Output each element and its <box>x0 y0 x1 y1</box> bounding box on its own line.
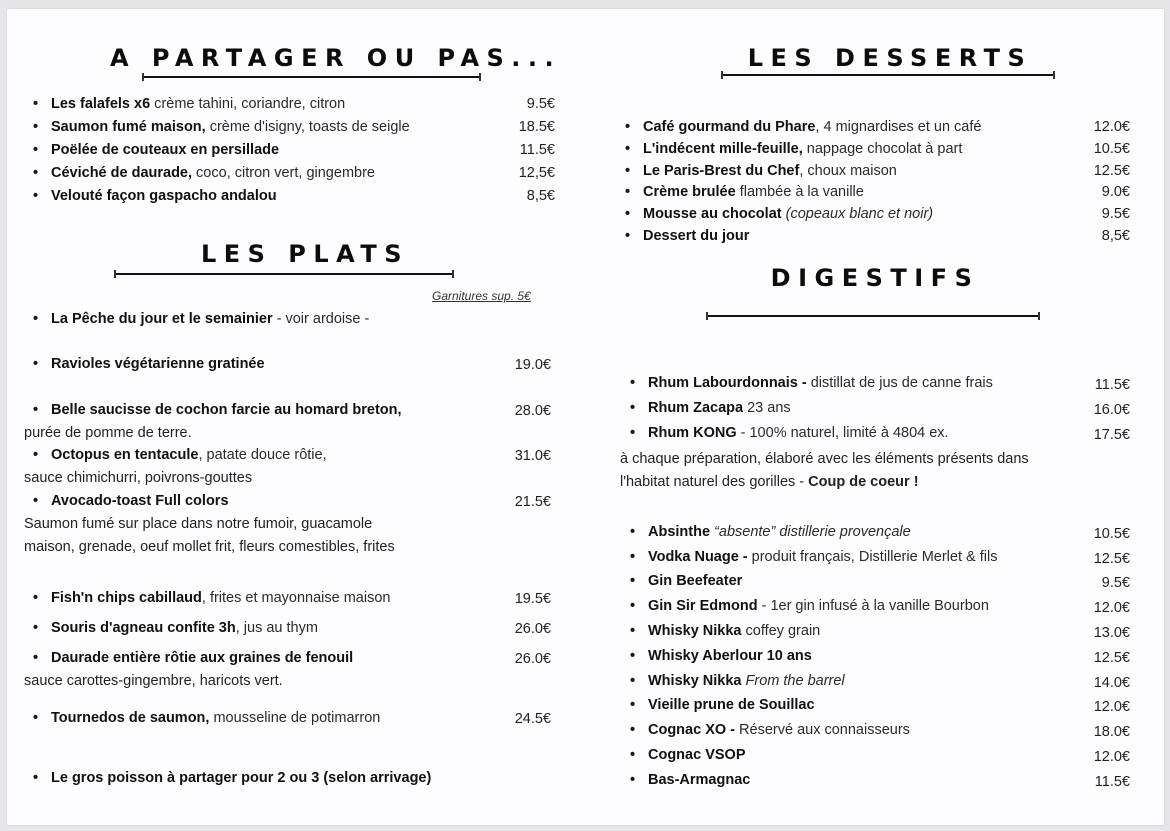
bullet-icon: • <box>33 770 39 786</box>
item-price: 13.0€ <box>1093 625 1130 641</box>
menu-item <box>33 619 318 637</box>
item-name: Whisky Nikka <box>648 623 742 639</box>
bullet-icon: • <box>625 141 631 157</box>
bullet-icon: • <box>630 648 636 664</box>
item-description: crème tahini, coriandre, citron <box>150 96 346 112</box>
item-name: Ravioles végétarienne gratinée <box>51 356 265 372</box>
bullet-icon: • <box>630 573 636 589</box>
item-name: Cognac XO - <box>648 722 736 738</box>
item-description: coffey grain <box>741 623 821 639</box>
item-name: Avocado-toast Full colors <box>51 493 229 509</box>
bullet-icon: • <box>33 402 39 418</box>
item-price: 12.5€ <box>1093 551 1130 567</box>
menu-item <box>33 769 431 787</box>
item-price: 12,5€ <box>518 165 555 181</box>
item-name: Dessert du jour <box>643 228 750 244</box>
menu-item <box>33 164 375 182</box>
item-description-continued: Saumon fumé sur place dans notre fumoir, guacamole <box>24 516 373 532</box>
bullet-icon: • <box>630 747 636 763</box>
item-name: Whisky Aberlour 10 ans <box>648 648 812 664</box>
menu-item <box>630 399 791 417</box>
item-name: Cognac VSOP <box>648 747 746 763</box>
item-name: Gin Beefeater <box>648 573 743 589</box>
bullet-icon: • <box>630 772 636 788</box>
item-name: Bas-Armagnac <box>648 772 751 788</box>
bullet-icon: • <box>630 722 636 738</box>
item-name: Saumon fumé maison, <box>51 119 206 135</box>
bullet-icon: • <box>630 549 636 565</box>
item-price: 12.5€ <box>1093 163 1130 179</box>
item-description: Réservé aux connaisseurs <box>735 722 910 738</box>
item-description: distillat de jus de canne frais <box>806 375 993 391</box>
item-price: 26.0€ <box>514 651 551 667</box>
heading-rule <box>114 273 454 275</box>
item-name: Vodka Nuage - <box>648 549 748 565</box>
item-price: 10.5€ <box>1093 526 1130 542</box>
item-name: Rhum Labourdonnais - <box>648 375 807 391</box>
item-name: Poëlée de couteaux en persillade <box>51 142 280 158</box>
bullet-icon: • <box>33 188 39 204</box>
menu-item <box>33 446 327 464</box>
item-name: Vieille prune de Souillac <box>648 697 815 713</box>
item-name: Whisky Nikka <box>648 673 742 689</box>
item-price: 16.0€ <box>1093 402 1130 418</box>
item-price: 11.5€ <box>1094 377 1130 393</box>
bullet-icon: • <box>625 163 631 179</box>
item-price: 18.5€ <box>518 119 555 135</box>
menu-item <box>630 523 911 541</box>
item-price: 21.5€ <box>514 494 551 510</box>
item-description: , jus au thym <box>235 620 318 636</box>
menu-item <box>33 492 229 510</box>
item-name: Fish'n chips cabillaud <box>51 590 202 606</box>
item-description: , 4 mignardises et un café <box>815 119 982 135</box>
menu-item <box>33 187 277 205</box>
item-name: Velouté façon gaspacho andalou <box>51 188 277 204</box>
item-description: mousseline de potimarron <box>209 710 381 726</box>
item-name: Le gros poisson à partager pour 2 ou 3 (selon arrivage) <box>51 770 432 786</box>
bullet-icon: • <box>33 493 39 509</box>
bullet-icon: • <box>625 119 631 135</box>
menu-item <box>630 721 910 739</box>
menu-item <box>33 141 279 159</box>
bullet-icon: • <box>625 228 631 244</box>
item-description: , choux maison <box>799 163 897 179</box>
menu-item <box>33 310 369 328</box>
section-title-digestifs: DIGESTIFS <box>770 264 980 292</box>
bullet-icon: • <box>33 447 39 463</box>
section-title-partager: A PARTAGER OU PAS... <box>110 44 562 72</box>
menu-item <box>33 95 345 113</box>
section-title-plats: LES PLATS <box>200 240 410 268</box>
item-description: nappage chocolat à part <box>802 141 963 157</box>
bullet-icon: • <box>33 710 39 726</box>
bullet-icon: • <box>33 620 39 636</box>
item-name: Le Paris-Brest du Chef <box>643 163 800 179</box>
item-price: 17.5€ <box>1093 427 1130 443</box>
item-price: 9.5€ <box>1101 206 1130 222</box>
menu-item <box>625 118 981 136</box>
item-price: 31.0€ <box>514 448 551 464</box>
menu-item <box>625 205 933 223</box>
item-name: L'indécent mille-feuille, <box>643 141 803 157</box>
bullet-icon: • <box>33 142 39 158</box>
item-description: - 100% naturel, limité à 4804 ex. <box>736 425 949 441</box>
bullet-icon: • <box>630 623 636 639</box>
item-price: 19.0€ <box>514 357 551 373</box>
bullet-icon: • <box>630 673 636 689</box>
menu-item <box>630 696 815 714</box>
bullet-icon: • <box>33 119 39 135</box>
item-description: crème d'isigny, toasts de seigle <box>205 119 410 135</box>
menu-item <box>33 118 410 136</box>
item-name: Mousse au chocolat <box>643 206 782 222</box>
item-description: coco, citron vert, gingembre <box>192 165 375 181</box>
item-description: flambée à la vanille <box>735 184 864 200</box>
item-price: 9.5€ <box>1101 575 1130 591</box>
menu-item <box>630 647 812 665</box>
menu-item <box>630 622 820 640</box>
menu-item <box>630 597 989 615</box>
menu-item <box>630 771 750 789</box>
item-price: 26.0€ <box>514 621 551 637</box>
item-name: Crème brulée <box>643 184 736 200</box>
item-description: “absente” distillerie provençale <box>710 524 911 540</box>
item-description: , patate douce rôtie, <box>198 447 327 463</box>
item-name: Café gourmand du Phare <box>643 119 816 135</box>
item-name: Rhum Zacapa <box>648 400 744 416</box>
item-description-continued: sauce carottes-gingembre, haricots vert. <box>24 673 283 689</box>
section-title-desserts: LES DESSERTS <box>747 44 1033 72</box>
item-price: 8,5€ <box>526 188 555 204</box>
heading-rule <box>142 76 481 78</box>
item-price: 9.5€ <box>526 96 555 112</box>
menu-item <box>630 572 742 590</box>
item-price: 28.0€ <box>514 403 551 419</box>
item-name: Tournedos de saumon, <box>51 710 210 726</box>
item-price: 11.5€ <box>1094 774 1130 790</box>
menu-item <box>625 162 897 180</box>
menu-item <box>630 672 845 690</box>
item-description: produit français, Distillerie Merlet & fils <box>747 549 998 565</box>
menu-item <box>33 709 380 727</box>
bullet-icon: • <box>630 425 636 441</box>
item-price: 18.0€ <box>1093 724 1130 740</box>
item-description-continued: purée de pomme de terre. <box>24 425 192 441</box>
bullet-icon: • <box>630 598 636 614</box>
bullet-icon: • <box>33 96 39 112</box>
menu-item <box>630 746 746 764</box>
item-name: Les falafels x6 <box>51 96 151 112</box>
item-name: Céviché de daurade, <box>51 165 193 181</box>
menu-item <box>630 424 949 442</box>
item-name: La Pêche du jour et le semainier <box>51 311 273 327</box>
item-name: Belle saucisse de cochon farcie au homard breton, <box>51 402 402 418</box>
item-name: Souris d'agneau confite 3h <box>51 620 236 636</box>
bullet-icon: • <box>625 206 631 222</box>
bullet-icon: • <box>33 590 39 606</box>
item-description: , frites et mayonnaise maison <box>201 590 391 606</box>
bullet-icon: • <box>625 184 631 200</box>
item-price: 12.0€ <box>1093 749 1130 765</box>
bullet-icon: • <box>630 400 636 416</box>
coup-de-coeur: Coup de coeur ! <box>808 474 919 490</box>
item-description-continued: sauce chimichurri, poivrons-gouttes <box>24 470 253 486</box>
menu-item <box>33 355 265 373</box>
item-description: (copeaux blanc et noir) <box>781 206 934 222</box>
bullet-icon: • <box>33 650 39 666</box>
menu-item <box>625 183 864 201</box>
item-name: Daurade entière rôtie aux graines de fenouil <box>51 650 354 666</box>
menu-item <box>33 401 402 419</box>
item-description: - voir ardoise - <box>272 311 370 327</box>
menu-item <box>630 548 997 566</box>
item-description: From the barrel <box>741 673 845 689</box>
item-description: 23 ans <box>743 400 791 416</box>
bullet-icon: • <box>630 375 636 391</box>
item-price: 11.5€ <box>519 142 555 158</box>
menu-item <box>33 589 390 607</box>
menu-item <box>625 227 749 245</box>
bullet-icon: • <box>630 697 636 713</box>
item-price: 12.0€ <box>1093 699 1130 715</box>
bullet-icon: • <box>33 356 39 372</box>
bullet-icon: • <box>630 524 636 540</box>
item-price: 12.0€ <box>1093 600 1130 616</box>
item-name: Octopus en tentacule <box>51 447 199 463</box>
item-description: - 1er gin infusé à la vanille Bourbon <box>757 598 989 614</box>
item-price: 10.5€ <box>1093 141 1130 157</box>
item-name: Rhum KONG <box>648 425 737 441</box>
item-price: 9.0€ <box>1101 184 1130 200</box>
garnitures-note: Garnitures sup. 5€ <box>432 289 531 303</box>
menu-item <box>625 140 962 158</box>
item-price: 12.5€ <box>1093 650 1130 666</box>
item-price: 8,5€ <box>1101 228 1130 244</box>
item-price: 24.5€ <box>514 711 551 727</box>
menu-item <box>33 649 353 667</box>
item-name: Absinthe <box>648 524 711 540</box>
bullet-icon: • <box>33 165 39 181</box>
item-price: 19.5€ <box>514 591 551 607</box>
heading-rule <box>706 315 1040 317</box>
menu-item <box>630 374 993 392</box>
item-price: 14.0€ <box>1093 675 1130 691</box>
item-name: Gin Sir Edmond <box>648 598 758 614</box>
item-description-continued: maison, grenade, oeuf mollet frit, fleurs comestibles, frites <box>24 539 395 555</box>
kong-description-line-2: l'habitat naturel des gorilles - Coup de coeur ! <box>620 474 919 490</box>
bullet-icon: • <box>33 311 39 327</box>
kong-description-line-1: à chaque préparation, élaboré avec les éléments présents dans <box>620 451 1029 467</box>
item-price: 12.0€ <box>1093 119 1130 135</box>
heading-rule <box>721 74 1055 76</box>
